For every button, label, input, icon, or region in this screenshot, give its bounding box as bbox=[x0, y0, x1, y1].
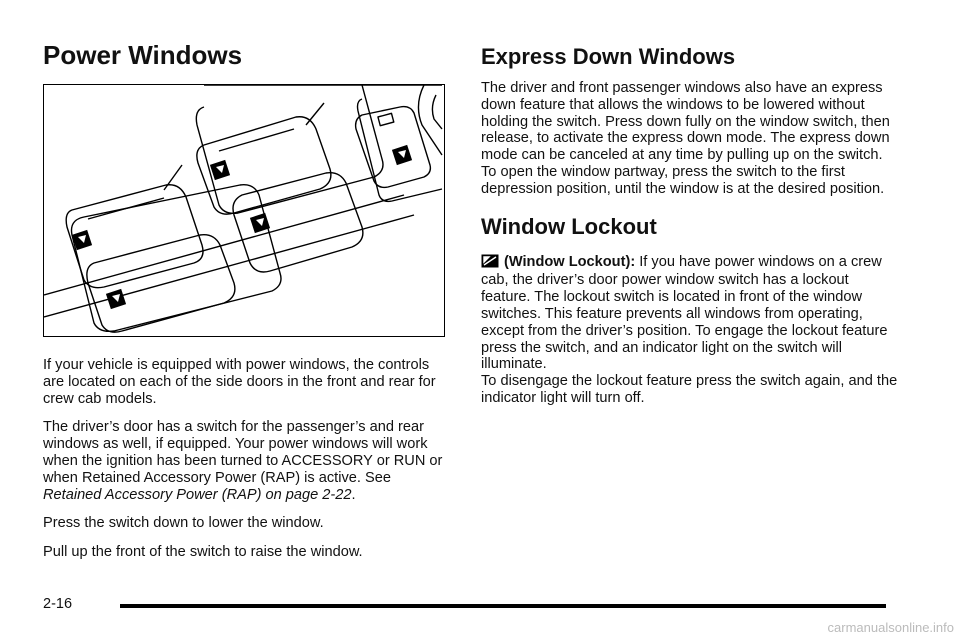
express-paragraph-2: To open the window partway, press the switch to the first depression position, until the window is at the desired position. bbox=[481, 163, 885, 197]
rap-reference-link[interactable]: Retained Accessory Power (RAP) on page 2-22 bbox=[43, 486, 352, 503]
left-column bbox=[43, 40, 453, 573]
page-number: 2-16 bbox=[43, 596, 73, 612]
lockout-text: If you have power windows on a crew cab, the driver’s door power window switch has a lockout feature. The lockout switch is located in front of the window switches. This feature prevents all windows from operating, except from the driver’s position. To engage the lockout feature press the switch, and an indicator light on the switch will illuminate. bbox=[481, 253, 888, 373]
right-column bbox=[481, 44, 901, 419]
paragraph-2 bbox=[43, 419, 453, 503]
section-title-power-windows: Power Windows bbox=[43, 40, 243, 70]
power-window-switch-illustration bbox=[43, 84, 445, 337]
paragraph-4: Pull up the front of the switch to raise the window. bbox=[43, 544, 363, 561]
paragraph-2-end: . bbox=[351, 486, 356, 503]
watermark: carmanualsonline.info bbox=[827, 620, 954, 635]
paragraph-3: Press the switch down to lower the window. bbox=[43, 515, 324, 532]
footer-rule bbox=[120, 604, 886, 608]
section-title-express-down: Express Down Windows bbox=[481, 44, 736, 69]
switch-panel-drawing bbox=[44, 85, 443, 335]
paragraph-1: If your vehicle is equipped with power windows, the controls are located on each of the side doors in the front and rear for crew cab models. bbox=[43, 357, 436, 407]
paragraph-2-text: The driver’s door has a switch for the passenger’s and rear windows as well, if equipped. Your power windows will work when the ignition has been turned to ACCESSORY or RUN or when Retained Accessory Power (RAP) is active. See bbox=[43, 419, 443, 486]
lockout-label: (Window Lockout): bbox=[504, 253, 636, 270]
section-title-window-lockout: Window Lockout bbox=[481, 213, 657, 239]
window-lockout-icon bbox=[481, 254, 499, 273]
lockout-paragraph-2: To disengage the lockout feature press the switch again, and the indicator light will turn off. bbox=[481, 373, 898, 406]
express-paragraph-1: The driver and front passenger windows also have an express down feature that allows the windows to be lowered without holding the switch. Press down fully on the window switch, then release, to activate the express down mode. The express down mode can be canceled at any time by pulling up on the switch. bbox=[481, 80, 890, 164]
lockout-paragraph-1 bbox=[481, 254, 901, 374]
